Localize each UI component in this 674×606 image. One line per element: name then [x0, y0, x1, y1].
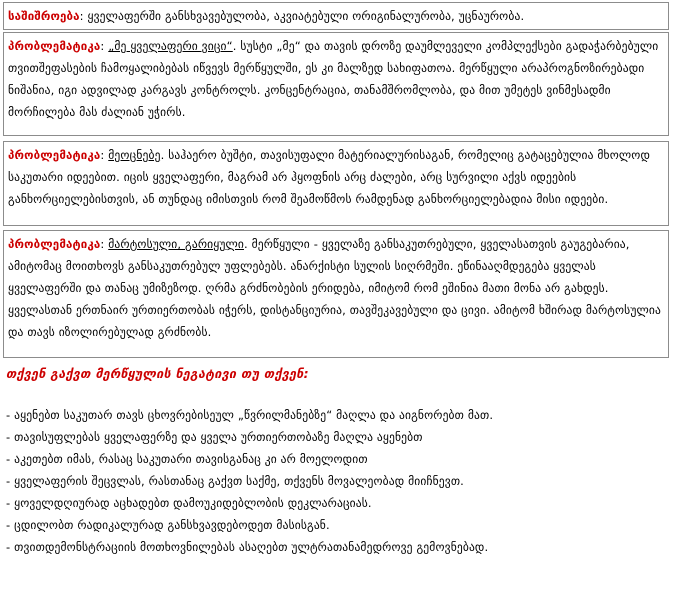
list-item: - ყველაფერის შეცვლას, რასთანაც გაქვთ საქმე, თქვენს მოვალეობად მიიჩნევთ. — [6, 474, 464, 488]
negative-heading: თქვენ გაქვთ მერწყულის ნეგატივი თუ თქვენ: — [6, 366, 309, 381]
list-item: - ცდილობთ რადიკალურად განსხვავდებოდეთ მასისგან. — [6, 518, 330, 532]
problem-colon-3: : — [100, 237, 109, 251]
problem-title-2: მეოცნებე — [108, 148, 161, 162]
problem-text-1: . სუსტი „მე“ და თავის დროზე დაუმლეველი კომპლექსები გადაჭარბებული თვითშეფასების ჩამოყალიბებას იწვევს მერწყულში, ეს კი მალზედ სახიფათოა. მერწყული არაპროგნოზირებადი ნიშანია, იგი ადვილად კარგავს კონტროლს. კონცენტრაცია, თანამშრომლობა, და მით უმეტეს ვინმესადმი მორჩილება მას ძალიან უჭირს. — [8, 39, 659, 119]
problem-colon-2: : — [100, 148, 109, 162]
list-item: - თავისუფლებას ყველაფერზე და ყველა ურთიერთობაზე მაღლა აყენებთ — [6, 430, 423, 444]
problem-label-1: პრობლემატიკა — [8, 39, 101, 53]
problem-colon-1: : — [100, 39, 109, 53]
list-item: - თვითდემონსტრაციის მოთხოვნილებას ასაღებთ ულტრათანამედროვე გემოვნებად. — [6, 540, 489, 554]
problem-box-1 — [3, 32, 669, 136]
problem-text-2: . საჰაერო ბუშტი, თავისუფალი მატერიალურისაგან, რომელიც გატაცებულია მხოლოდ საკუთარი იდეებით. იცის ყველაფერი, მაგრამ არ ჰყოფნის არც ძალები, არც სურვილი აქვს იდეების განხორციელებისთვის, ან თუნდაც იმისთვის რომ შეამოწმოს რამდენად განხორციელებადია მისი იდეები. — [8, 148, 651, 206]
strength-label: საშიშროება — [8, 9, 80, 23]
negative-list — [6, 404, 493, 558]
problem-label-3: პრობლემატიკა — [8, 237, 101, 251]
problem-box-3 — [3, 230, 669, 358]
problem-title-1: „მე ყველაფერი ვიცი“ — [108, 39, 233, 53]
problem-text-3: . მერწყული - ყველაზე განსაკუთრებული, ყველასათვის გაუგებარია, ამიტომაც მოითხოვს განსაკუთრებულ უფლებებს. ანარქისტი სულის სიღრმეში. ეწინააღმდეგება ყველას ყველაფერში და თანაც უმიზეზოდ. ღრმა გრძნობების ერიდება, იმიტომ რომ ეშინია მათი მონა არ გახდეს. ყველასთან ერთნაირ ურთიერთობას იჭერს, დისტანციურია, თავშეკავებული და ცივი. ამიტომ ხშირად მარტოსულია და თავს იზოლირებულად გრძნობს. — [8, 237, 661, 339]
list-item: - ყოველდღიურად აცხადებთ დამოუკიდებლობის დეკლარაციას. — [6, 496, 372, 510]
strength-box — [3, 2, 669, 30]
list-item: - აკეთებთ იმას, რასაც საკუთარი თავისგანაც კი არ მოელოდით — [6, 452, 368, 466]
problem-title-3: მარტოსული, გარიყული — [108, 237, 244, 251]
problem-label-2: პრობლემატიკა — [8, 148, 101, 162]
problem-box-2 — [3, 141, 669, 226]
list-item: - აყენებთ საკუთარ თავს ცხოვრებისეულ „წვრილმანებზე“ მაღლა და აიგნორებთ მათ. — [6, 408, 494, 422]
strength-text: : ყველაფერში განსხვავებულობა, აკვიატებული ორიგინალურობა, უცნაურობა. — [79, 9, 525, 23]
